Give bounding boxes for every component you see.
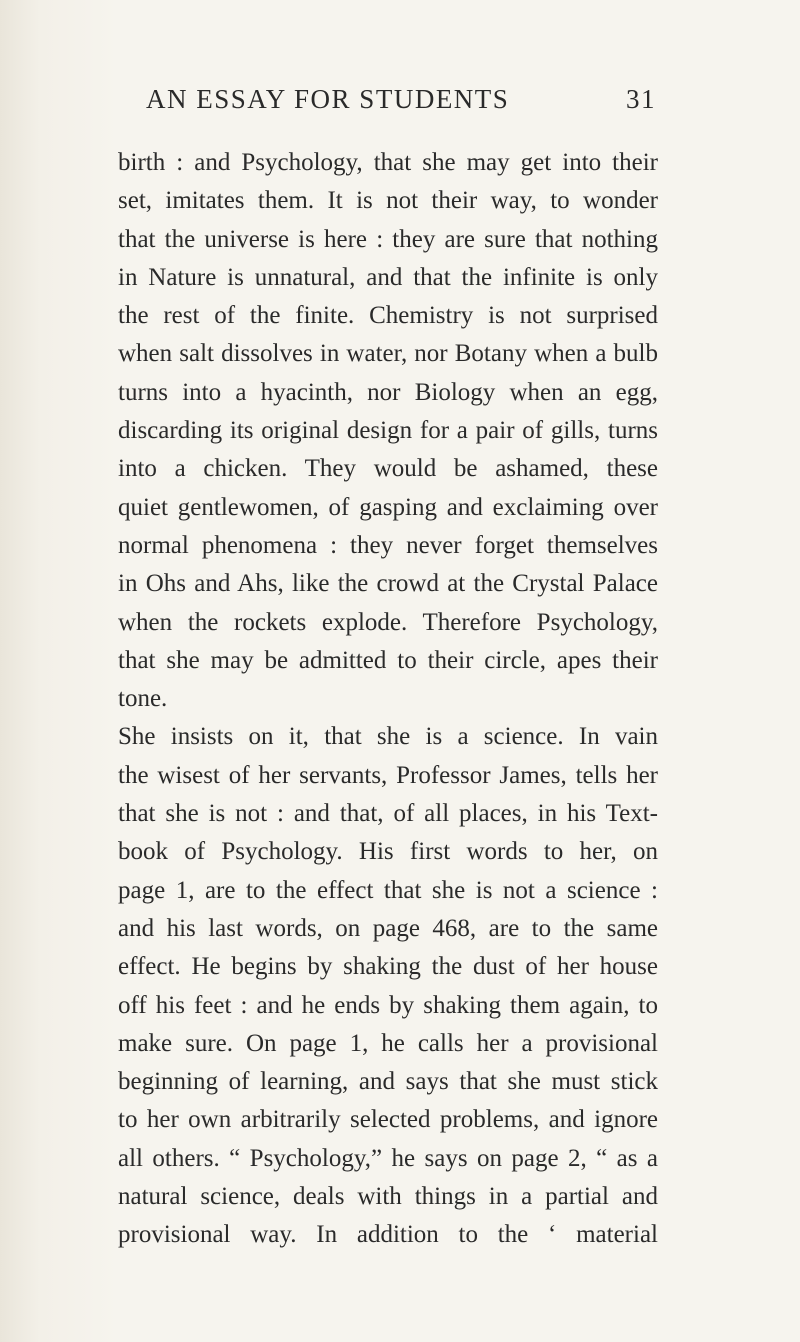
text-line: effect. He begins by shaking the dust of her house — [118, 953, 658, 981]
text-line: that she is not : and that, of all places, in his Text- — [118, 800, 658, 828]
running-title: AN ESSAY FOR STUDENTS — [146, 84, 510, 114]
text-line: book of Psychology. His first words to her, on — [118, 838, 658, 866]
text-line: natural science, deals with things in a partial and — [118, 1183, 658, 1211]
text-line: beginning of learning, and says that she must stick — [118, 1068, 658, 1096]
text-line: when salt dissolves in water, nor Botany when a bulb — [118, 340, 658, 368]
text-line: turns into a hyacinth, nor Biology when an egg, — [118, 378, 658, 406]
text-line: that she may be admitted to their circle, apes their — [118, 646, 658, 674]
text-line: into a chicken. They would be ashamed, these — [118, 455, 658, 483]
text-line: make sure. On page 1, he calls her a provisional — [118, 1029, 658, 1057]
text-line: provisional way. In addition to the ‘ material — [118, 1221, 658, 1249]
text-line: to her own arbitrarily selected problems, and ignore — [118, 1106, 658, 1134]
text-line: in Ohs and Ahs, like the crowd at the Crystal Palace — [118, 570, 658, 598]
text-line: discarding its original design for a pair of gills, turns — [118, 417, 658, 445]
text-line: the rest of the finite. Chemistry is not surprised — [118, 302, 658, 330]
text-line: page 1, are to the effect that she is not a science : — [118, 876, 658, 904]
page-number: 31 — [626, 84, 656, 114]
text-line: set, imitates them. It is not their way, to wonder — [118, 187, 658, 215]
body-text — [118, 144, 658, 1255]
text-line: tone. — [118, 685, 168, 713]
text-line: all others. “ Psychology,” he says on page 2, “ as a — [118, 1144, 658, 1172]
text-line: birth : and Psychology, that she may get into their — [118, 149, 658, 176]
text-line: and his last words, on page 468, are to the same — [118, 914, 658, 942]
text-line: in Nature is unnatural, and that the infinite is only — [118, 263, 658, 291]
text-line: off his feet : and he ends by shaking them again, to — [118, 991, 658, 1019]
text-line: the wisest of her servants, Professor James, tells her — [118, 761, 658, 789]
running-head — [146, 84, 656, 124]
text-line: that the universe is here : they are sure that nothing — [118, 225, 658, 253]
text-line: quiet gentlewomen, of gasping and exclaiming over — [118, 493, 658, 521]
text-line: normal phenomena : they never forget themselves — [118, 531, 658, 559]
text-line: She insists on it, that she is a science. In vain — [118, 723, 658, 751]
text-line: when the rockets explode. Therefore Psychology, — [118, 608, 658, 636]
